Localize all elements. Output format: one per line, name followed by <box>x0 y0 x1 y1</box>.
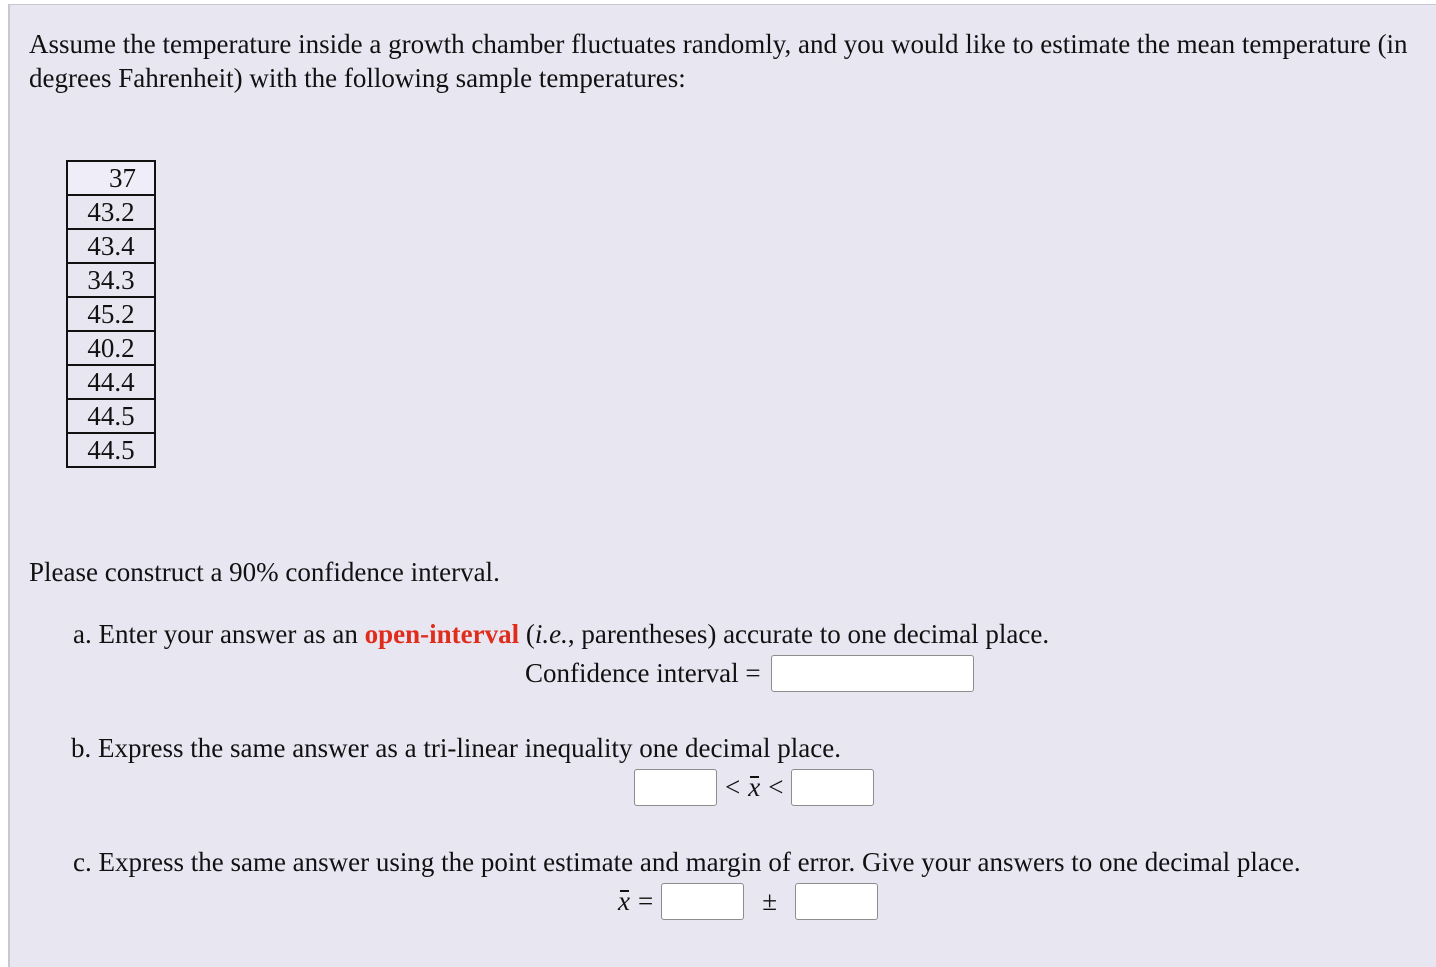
part-a-paren: ( <box>519 619 535 649</box>
confidence-interval-row <box>525 655 974 692</box>
x-bar-symbol: x <box>618 886 630 916</box>
less-than-symbol: < <box>725 772 741 802</box>
table-row <box>67 195 155 229</box>
margin-of-error-input[interactable] <box>795 883 878 920</box>
ie-abbrev: i.e. <box>534 619 568 649</box>
part-c-question: c. Express the same answer using the point estimate and margin of error. Give your answers to one decimal place. <box>73 847 1301 877</box>
part-a-prefix: a. Enter your answer as an <box>73 619 365 649</box>
confidence-interval-label: Confidence interval = <box>525 658 761 688</box>
inequality-row <box>634 769 874 806</box>
confidence-interval-input[interactable] <box>771 655 974 692</box>
table-row <box>67 433 155 467</box>
less-than-symbol: < <box>768 772 784 802</box>
part-a-question <box>73 619 1049 650</box>
table-row <box>67 331 155 365</box>
table-cell: 34.3 <box>67 263 155 297</box>
table-row <box>67 161 155 195</box>
open-interval-highlight: open-interval <box>364 619 520 649</box>
plus-minus-symbol: ± <box>762 886 778 916</box>
table-cell: 44.5 <box>67 433 155 467</box>
table-cell: 45.2 <box>67 297 155 331</box>
sample-table <box>66 160 156 468</box>
table-cell: 44.4 <box>67 365 155 399</box>
equals-symbol: = <box>637 886 654 916</box>
table-row <box>67 263 155 297</box>
instruction-text: Please construct a 90% confidence interval. <box>29 557 500 587</box>
table-row <box>67 229 155 263</box>
x-bar-symbol: x <box>748 772 761 802</box>
lower-bound-input[interactable] <box>634 769 717 806</box>
part-a-suffix: , parentheses) accurate to one decimal place. <box>567 619 1050 649</box>
table-cell: 40.2 <box>67 331 155 365</box>
problem-panel <box>8 4 1436 967</box>
table-row <box>67 365 155 399</box>
table-row <box>67 297 155 331</box>
table-cell: 43.2 <box>67 195 155 229</box>
table-cell: 37 <box>67 161 155 195</box>
problem-intro: Assume the temperature inside a growth chamber fluctuates randomly, and you would like to estimate the mean temperature (in degrees Fahrenheit) with the following sample temperatures: <box>29 29 1408 93</box>
point-estimate-input[interactable] <box>661 883 744 920</box>
table-cell: 43.4 <box>67 229 155 263</box>
part-b-question: b. Express the same answer as a tri-linear inequality one decimal place. <box>71 733 841 763</box>
table-cell: 44.5 <box>67 399 155 433</box>
point-estimate-row <box>618 883 878 920</box>
table-row <box>67 399 155 433</box>
upper-bound-input[interactable] <box>791 769 874 806</box>
